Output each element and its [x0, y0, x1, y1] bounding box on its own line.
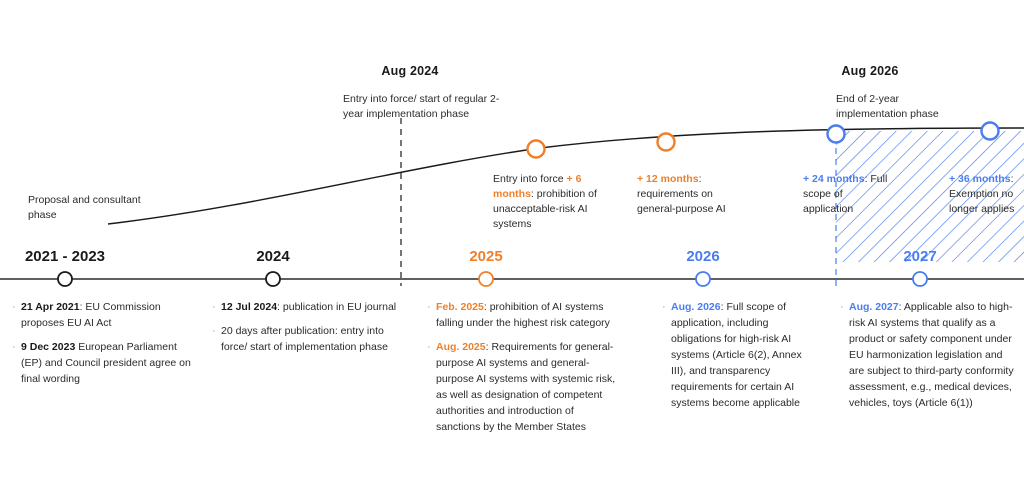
bullet-date: 9 Dec 2023	[21, 341, 76, 353]
list-item	[427, 339, 617, 435]
list-item	[212, 299, 397, 315]
milestone-aug-2024-subtitle-wrap	[343, 92, 503, 122]
callout-6-months-lead: Entry into force	[493, 173, 564, 185]
bullet-date: Aug. 2025	[436, 341, 486, 353]
callout-12-months-accent: + 12 months	[637, 173, 699, 185]
bullet-icon: ·	[12, 301, 16, 313]
proposal-note: Proposal and consultant phase	[28, 194, 141, 221]
curve-node-36-months	[982, 123, 999, 140]
year-label-2024: 2024	[256, 248, 290, 265]
curve-node-6-months	[528, 141, 545, 158]
bullet-date: 12 Jul 2024	[221, 301, 278, 313]
bullet-body: 20 days after publication: entry into force/ start of implementation phase	[221, 325, 388, 353]
bullet-sep: :	[720, 301, 727, 313]
milestone-aug-2026-subtitle-wrap	[836, 92, 971, 122]
curve-node-24-months	[828, 126, 845, 143]
callout-36-months-rest: : Exemption no longer applies	[949, 173, 1015, 215]
year-label-2026: 2026	[686, 248, 720, 265]
column-2027	[840, 299, 1020, 419]
bullet-icon: ·	[212, 325, 216, 337]
column-2025	[427, 299, 617, 443]
callout-24-months	[803, 172, 893, 217]
bullet-body: publication in EU journal	[282, 301, 397, 313]
bullet-body: Applicable also to high-risk AI systems that qualify as a product or safety component under EU harmonization legislation and are subject to third-party conformity assessment, e.g., medical devices, vehicles, toys (Article 6(1))	[849, 301, 1014, 409]
bullet-body: prohibition of AI systems falling under the highest risk category	[436, 301, 610, 329]
bullet-icon: ·	[662, 301, 666, 313]
year-label-2027: 2027	[903, 248, 937, 265]
axis-node-2021	[58, 272, 72, 286]
milestone-aug-2024-subtitle: Entry into force/ start of regular 2-year implementation phase	[343, 93, 500, 120]
milestone-aug-2024	[340, 64, 480, 78]
bullet-body: European Parliament (EP) and Council president agree on final wording	[21, 341, 191, 385]
list-item	[12, 299, 197, 331]
bullet-sep: :	[79, 301, 86, 313]
bullet-icon: ·	[12, 341, 16, 353]
axis-node-2024	[266, 272, 280, 286]
list-item	[427, 299, 617, 331]
axis-node-2025	[479, 272, 493, 286]
callout-12-months-rest: : requirements on general-purpose AI	[637, 173, 726, 215]
milestone-aug-2024-title: Aug 2024	[381, 64, 439, 78]
year-label-2021-2023: 2021 - 2023	[24, 248, 106, 265]
curve-node-12-months	[658, 134, 675, 151]
callout-24-months-accent: + 24 months	[803, 173, 865, 185]
bullet-sep: :	[485, 341, 492, 353]
bullet-icon: ·	[427, 301, 431, 313]
column-2026	[662, 299, 812, 419]
milestone-aug-2026-subtitle: End of 2-year implementation phase	[836, 93, 939, 120]
callout-24-months-rest: : Full scope of application	[803, 173, 888, 215]
column-2021-2023	[12, 299, 197, 395]
bullet-body: Full scope of application, including obligations for high-risk AI systems (Article 6(2), Annex III), and transparency requirements for certain AI systems become applicable	[671, 301, 802, 409]
bullet-icon: ·	[427, 341, 431, 353]
bullet-date: 21 Apr 2021	[21, 301, 80, 313]
callout-6-months	[493, 172, 621, 232]
bullet-sep: :	[898, 301, 904, 313]
milestone-aug-2026-title: Aug 2026	[841, 64, 899, 78]
bullet-date: Aug. 2027	[849, 301, 899, 313]
column-2024	[212, 299, 397, 363]
callout-12-months	[637, 172, 747, 217]
proposal-note-wrap	[28, 193, 148, 223]
bullet-body: EU Commission proposes EU AI Act	[21, 301, 161, 329]
bullet-sep: :	[483, 301, 490, 313]
callout-36-months	[949, 172, 1024, 217]
bullet-date: Feb. 2025	[436, 301, 484, 313]
callout-6-months-accent: + 6 months	[493, 173, 582, 200]
bullet-sep: :	[277, 301, 283, 313]
year-label-2025: 2025	[469, 248, 503, 265]
bullet-body: Requirements for general-purpose AI systems and general-purpose AI systems with systemic risk, as well as designation of competent authorities and introduction of sanctions by the Member States	[436, 341, 616, 433]
callout-6-months-rest: : prohibition of unacceptable-risk AI systems	[493, 188, 597, 230]
list-item	[840, 299, 1020, 411]
callout-36-months-accent: + 36 months	[949, 173, 1011, 185]
milestone-aug-2026	[800, 64, 940, 78]
axis-node-2027	[913, 272, 927, 286]
list-item	[12, 339, 197, 387]
list-item	[212, 323, 397, 355]
list-item	[662, 299, 812, 411]
axis-node-2026	[696, 272, 710, 286]
bullet-icon: ·	[212, 301, 216, 313]
bullet-icon: ·	[840, 301, 844, 313]
bullet-date: Aug. 2026	[671, 301, 721, 313]
